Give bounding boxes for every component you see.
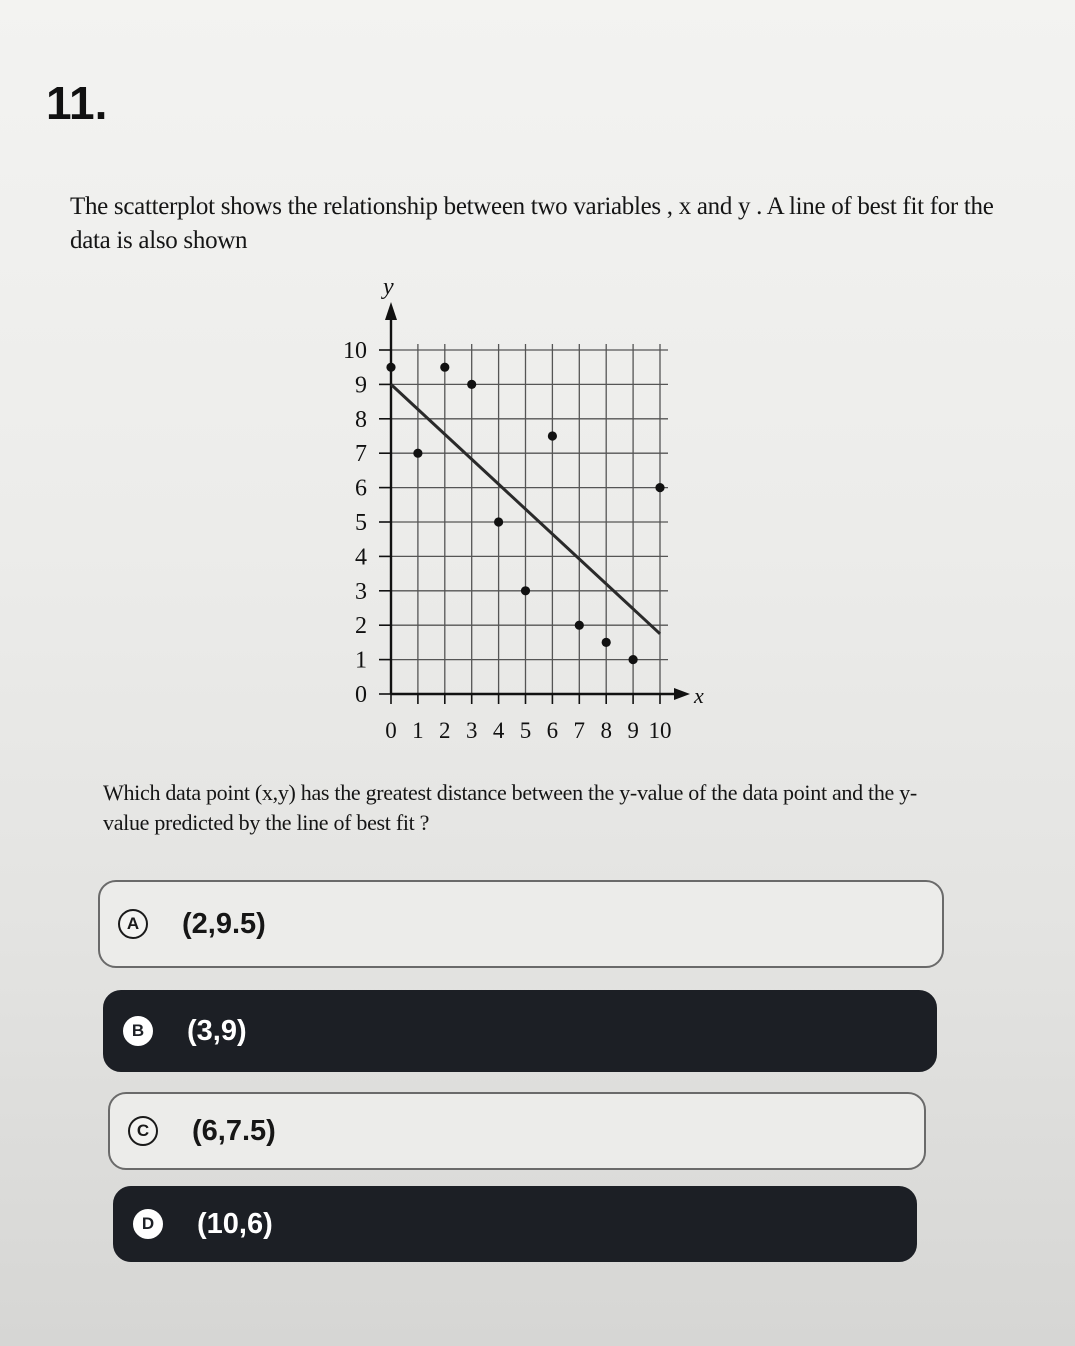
y-tick-label: 6 <box>355 475 367 502</box>
x-tick-label: 5 <box>519 718 532 743</box>
y-axis-arrow <box>385 302 397 320</box>
x-tick-label: 4 <box>492 718 505 743</box>
data-point <box>655 483 664 492</box>
y-tick-label: 9 <box>355 372 367 399</box>
y-tick-label: 7 <box>355 441 367 468</box>
data-point <box>548 431 557 440</box>
y-axis-label: y <box>383 274 394 300</box>
y-tick-label: 8 <box>355 406 367 433</box>
y-tick-label: 4 <box>355 544 367 571</box>
option-label-d: (10,6) <box>197 1207 273 1240</box>
x-tick-label: 8 <box>600 718 612 743</box>
x-tick-label: 2 <box>439 718 451 743</box>
x-tick-label: 10 <box>648 718 672 743</box>
data-point <box>440 363 449 372</box>
data-point <box>602 638 611 647</box>
question-number: 11. <box>46 77 108 129</box>
option-label-c: (6,7.5) <box>192 1114 276 1147</box>
data-point <box>575 621 584 630</box>
x-tick-label: 7 <box>573 718 586 743</box>
x-tick-label: 0 <box>385 718 397 743</box>
data-point <box>494 517 503 526</box>
data-point <box>629 655 638 664</box>
answer-option-a[interactable] <box>98 880 944 968</box>
option-letter-d: D <box>133 1209 163 1239</box>
data-point <box>521 586 530 595</box>
answer-option-b[interactable] <box>103 990 937 1072</box>
x-tick-label: 3 <box>465 718 478 743</box>
y-tick-label: 5 <box>355 510 367 536</box>
answer-option-c[interactable] <box>108 1092 926 1170</box>
data-point <box>413 449 422 458</box>
question-prompt: The scatterplot shows the relationship between two variables , x and y . A line of best fit for the data is also shown <box>70 193 994 254</box>
question-text: Which data point (x,y) has the greatest distance between the y-value of the data point and the y-value predicted by the line of best fit ? <box>103 780 917 835</box>
y-tick-label: 1 <box>355 647 367 674</box>
option-letter-b: B <box>123 1016 153 1046</box>
y-tick-label: 10 <box>343 338 367 364</box>
data-point <box>386 363 395 372</box>
x-axis-arrow <box>674 688 690 700</box>
option-letter-a: A <box>118 909 148 939</box>
x-tick-label: 1 <box>412 718 424 743</box>
x-tick-label: 6 <box>546 718 559 743</box>
x-tick-label: 9 <box>627 718 639 743</box>
option-label-a: (2,9.5) <box>182 907 266 940</box>
data-point <box>467 380 476 389</box>
option-label-b: (3,9) <box>187 1014 247 1047</box>
y-tick-label: 2 <box>355 613 367 640</box>
x-axis-label: x <box>694 683 704 708</box>
answer-option-d[interactable] <box>113 1186 917 1262</box>
y-tick-label: 3 <box>355 578 367 605</box>
y-tick-label: 0 <box>355 682 367 708</box>
option-letter-c: C <box>128 1116 158 1146</box>
scatterplot <box>320 262 720 752</box>
